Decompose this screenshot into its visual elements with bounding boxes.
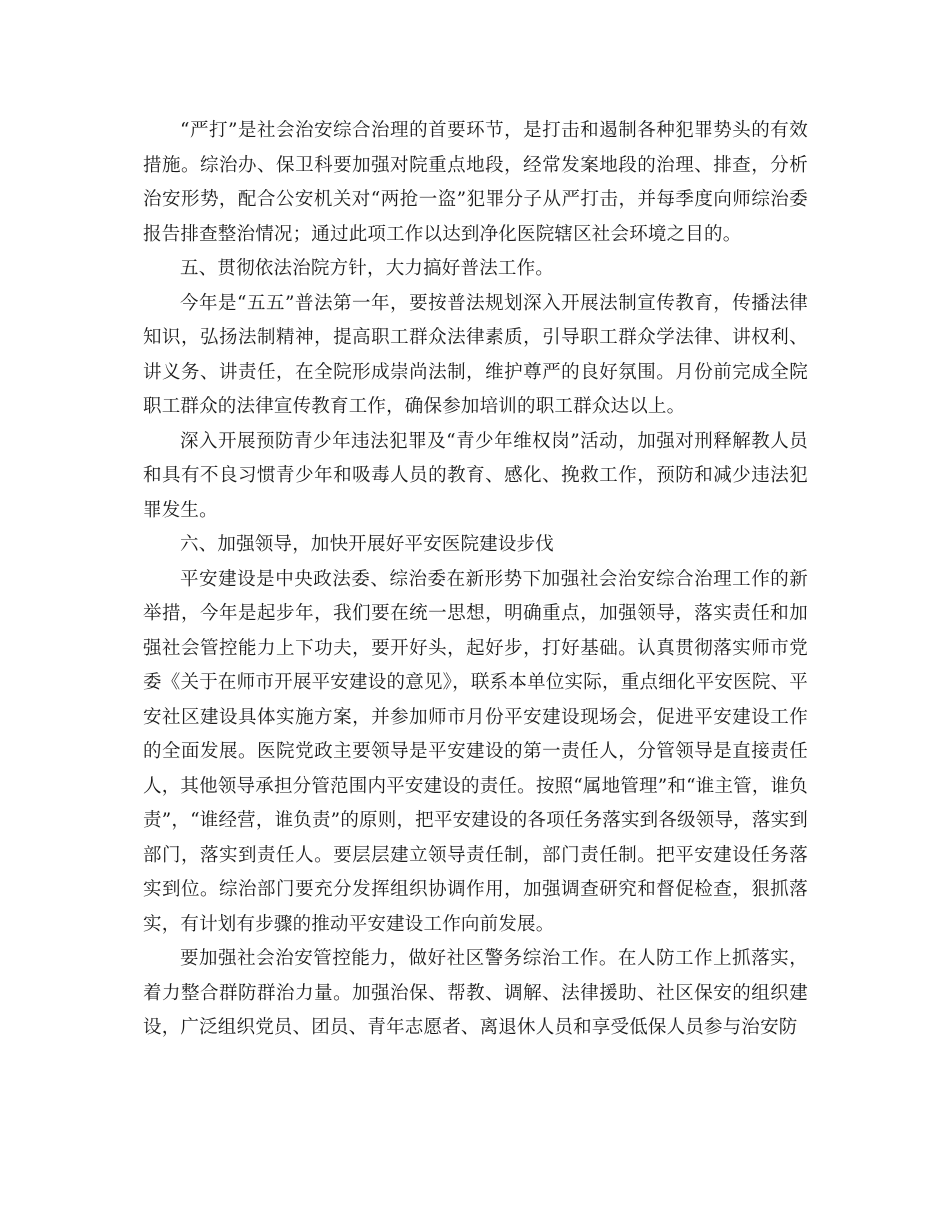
section-heading-six: 六、加强领导，加快开展好平安医院建设步伐 <box>180 534 555 555</box>
paragraph-legal-education: 今年是“五五”普法第一年，要按普法规划深入开展法制宣传教育，传播法律知识，弘扬法制精神，提高职工群众法律素质，引导职工群众学法律、讲权利、讲义务、讲责任，在全院形成崇尚法制，维护尊严的良好氛围。月份前完成全院职工群众的法律宣传教育工作，确保参加培训的职工群众达以上。 <box>143 292 808 417</box>
paragraph-public-security-control: 要加强社会治安管控能力，做好社区警务综治工作。在人防工作上抓落实，着力整合群防群治力量。加强治保、帮教、调解、法律援助、社区保安的组织建设，广泛组织党员、团员、青年志愿者、离退休人员和享受低保人员参与治安防 <box>143 948 808 1038</box>
document-body <box>143 114 808 1046</box>
paragraph-safe-construction: 平安建设是中央政法委、综治委在新形势下加强社会治安综合治理工作的新举措，今年是起步年，我们要在统一思想，明确重点，加强领导，落实责任和加强社会管控能力上下功夫，要开好头，起好步，打好基础。认真贯彻落实师市党委《关于在师市开展平安建设的意见》，联系本单位实际，重点细化平安医院、平安社区建设具体实施方案，并参加师市月份平安建设现场会，促进平安建设工作的全面发展。医院党政主要领导是平安建设的第一责任人，分管领导是直接责任人，其他领导承担分管范围内平安建设的责任。按照“属地管理”和“谁主管，谁负责”，“谁经营，谁负责”的原则，把平安建设的各项任务落实到各级领导，落实到部门，落实到责任人。要层层建立领导责任制，部门责任制。把平安建设任务落实到位。综治部门要充分发挥组织协调作用，加强调查研究和督促检查，狠抓落实，有计划有步骤的推动平安建设工作向前发展。 <box>143 568 808 935</box>
paragraph-strike-hard: “严打”是社会治安综合治理的首要环节，是打击和遏制各种犯罪势头的有效措施。综治办、保卫科要加强对院重点地段，经常发案地段的治理、排查，分析治安形势，配合公安机关对“两抢一盗”犯罪分子从严打击，并每季度向师综治委报告排查整治情况；通过此项工作以达到净化医院辖区社会环境之目的。 <box>143 120 808 245</box>
section-heading-five: 五、贯彻依法治院方针，大力搞好普法工作。 <box>180 258 555 279</box>
paragraph-youth-crime-prevention: 深入开展预防青少年违法犯罪及“青少年维权岗”活动，加强对刑释解教人员和具有不良习惯青少年和吸毒人员的教育、感化、挽救工作，预防和减少违法犯罪发生。 <box>143 430 808 521</box>
